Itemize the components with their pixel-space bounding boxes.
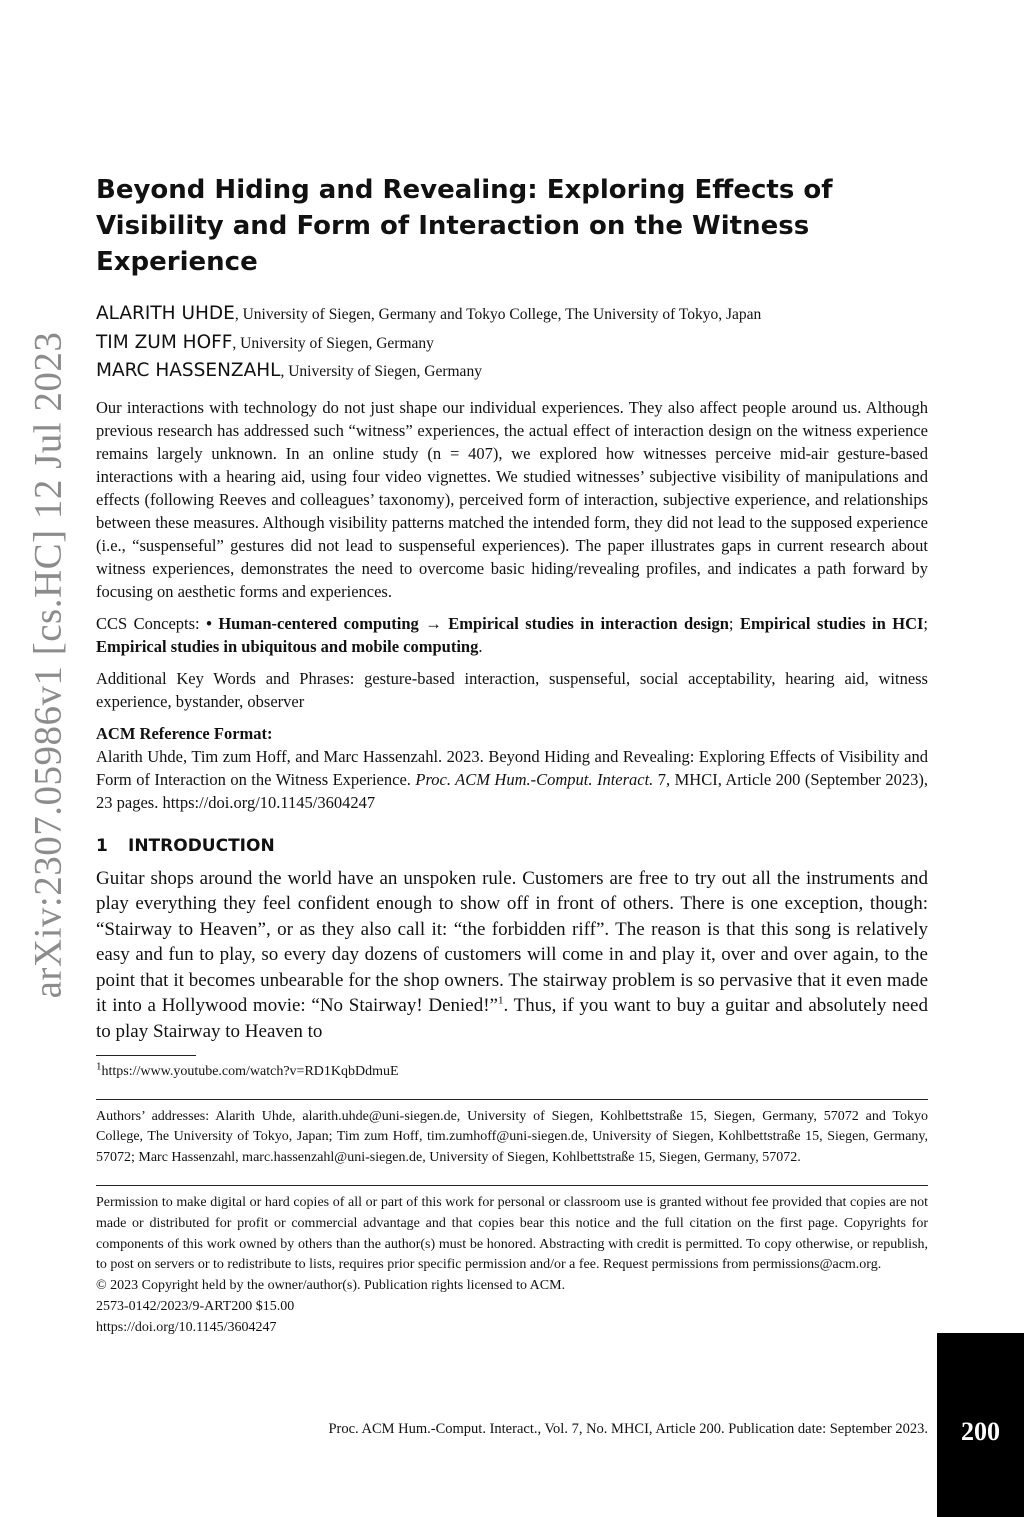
acm-reference-text	[96, 747, 928, 812]
ccs-end: .	[478, 636, 483, 656]
issn-line: 2573-0142/2023/9-ART200 $15.00	[96, 1299, 295, 1315]
footnote	[96, 1062, 928, 1082]
page-footer: Proc. ACM Hum.-Comput. Interact., Vol. 7, No. MHCI, Article 200. Publication date: September 2023.	[328, 1421, 928, 1437]
ccs-concept: Empirical studies in interaction design	[448, 613, 729, 633]
permission-divider	[96, 1185, 928, 1186]
arxiv-identifier-text: arXiv:2307.05986v1 [cs.HC] 12 Jul 2023	[26, 331, 70, 999]
section-heading	[96, 834, 928, 858]
keywords-label: Additional Key Words and Phrases:	[96, 668, 365, 688]
acm-reference	[96, 722, 928, 814]
ccs-concepts	[96, 612, 928, 658]
author-entry	[96, 357, 928, 386]
footnote-divider	[96, 1055, 196, 1056]
section-title: INTRODUCTION	[128, 835, 275, 856]
permission-notice: Permission to make digital or hard copies of all or part of this work for personal or classroom use is granted without fee provided that copies are not made or distributed for profit or commercial advantage and that copies bear this notice and the full citation on the first page. Copyrights for components of this work owned by others than the author(s) must be honored. Abstracting with credit is permitted. To copy otherwise, or republish, to post on servers or to redistribute to lists, requires prior specific permission and/or a fee. Request permissions from permissions@acm.org.	[96, 1195, 928, 1273]
page-number: 200	[961, 1417, 1000, 1446]
author-entry	[96, 300, 928, 329]
ccs-separator: ;	[728, 613, 740, 633]
ccs-bullet: •	[206, 613, 219, 633]
doi-link[interactable]: https://doi.org/10.1145/3604247	[96, 1319, 277, 1335]
keywords-text: gesture-based interaction, suspenseful, social acceptability, hearing aid, witness experience, bystander, observer	[96, 668, 928, 711]
ccs-concept: Human-centered computing	[218, 613, 419, 633]
copyright-line: © 2023 Copyright held by the owner/author(s). Publication rights licensed to ACM.	[96, 1278, 566, 1294]
author-list	[96, 300, 928, 386]
reference-journal: Proc. ACM Hum.-Comput. Interact.	[415, 769, 654, 789]
author-name: ALARITH UHDE	[96, 303, 235, 324]
ccs-label: CCS Concepts:	[96, 613, 207, 633]
intro-text: Guitar shops around the world have an unspoken rule. Customers are free to try out all the instruments and play everything they feel confident enough to show off in front of others. There is one exception, though: “Stairway to Heaven”, or as they also call it: “the forbidden riff”. The reason is that this song is relatively easy and fun to play, so every day dozens of customers will come in and play it, over and over again, to the point that it becomes unbearable for the shop owners. The stairway problem is so pervasive that it even made it into a Hollywood movie: “No Stairway! Denied!”	[96, 867, 928, 1017]
footnote-mark: 1	[96, 1060, 102, 1072]
addresses-divider	[96, 1099, 928, 1100]
paper-body	[96, 172, 928, 1339]
ccs-concept: Empirical studies in ubiquitous and mobile computing	[96, 636, 479, 656]
author-affiliation: , University of Siegen, Germany and Tokyo College, The University of Tokyo, Japan	[234, 306, 762, 323]
ccs-arrow: →	[418, 613, 449, 633]
author-name: MARC HASSENZAHL	[96, 360, 281, 381]
acm-reference-heading: ACM Reference Format:	[96, 723, 273, 743]
keywords	[96, 667, 928, 713]
page-number-tab	[937, 1333, 1024, 1517]
paper-title: Beyond Hiding and Revealing: Exploring Effects of Visibility and Form of Interaction on the Witness Experience	[96, 175, 833, 277]
introduction-paragraph	[96, 866, 928, 1045]
ccs-concept: Empirical studies in HCI	[739, 613, 924, 633]
reference-text: Alarith Uhde, Tim zum Hoff, and Marc Hassenzahl. 2023. Beyond Hiding and Revealing: Exploring Effects of Visibility and Form of Interaction on the Witness Experience.	[96, 746, 928, 789]
author-affiliation: , University of Siegen, Germany	[232, 334, 434, 352]
abstract: Our interactions with technology do not just shape our individual experiences. They also affect people around us. Although previous research has addressed such “witness” experiences, the actual effect of interaction design on the witness experience remains largely unknown. In an online study (n = 407), we explored how witnesses perceive mid-air gesture-based interactions with a hearing aid, using four video vignettes. We studied witnesses’ subjective visibility of manipulations and effects (following Reeves and colleagues’ taxonomy), perceived form of interaction, subjective experience, and relationships between these measures. Although visibility patterns matched the intended form, they did not lead to the supposed experience (i.e., “suspenseful” gestures did not lead to suspenseful experiences). The paper illustrates gaps in current research about witness experiences, demonstrates the need to overcome basic hiding/revealing profiles, and indicates a path forward by focusing on aesthetic forms and experiences.	[96, 397, 928, 601]
section-number: 1	[96, 835, 108, 856]
footnote-link[interactable]: https://www.youtube.com/watch?v=RD1KqbDdmuE	[101, 1063, 399, 1079]
author-addresses: Authors’ addresses: Alarith Uhde, alarith.uhde@uni-siegen.de, University of Siegen, Kohlbettstraße 15, Siegen, Germany, 57072 and Tokyo College, The University of Tokyo, Japan; Tim zum Hoff, tim.zumhoff@uni-siegen.de, University of Siegen, Kohlbettstraße 15, Siegen, Germany, 57072; Marc Hassenzahl, marc.hassenzahl@uni-siegen.de, University of Siegen, Kohlbettstraße 15, Siegen, Germany, 57072.	[96, 1108, 928, 1166]
author-affiliation: , University of Siegen, Germany	[280, 363, 482, 380]
ccs-separator: ;	[923, 613, 928, 633]
reference-text: 7, MHCI, Article 200 (September 2023), 23 pages. https://doi.org/10.1145/3604247	[96, 769, 928, 812]
intro-text: . Thus, if you want to buy a guitar and absolutely need to play Stairway to Heaven to	[96, 995, 928, 1043]
author-name: TIM ZUM HOFF	[96, 331, 233, 353]
author-entry	[96, 329, 928, 358]
footnote-marker: 1	[497, 995, 504, 1008]
